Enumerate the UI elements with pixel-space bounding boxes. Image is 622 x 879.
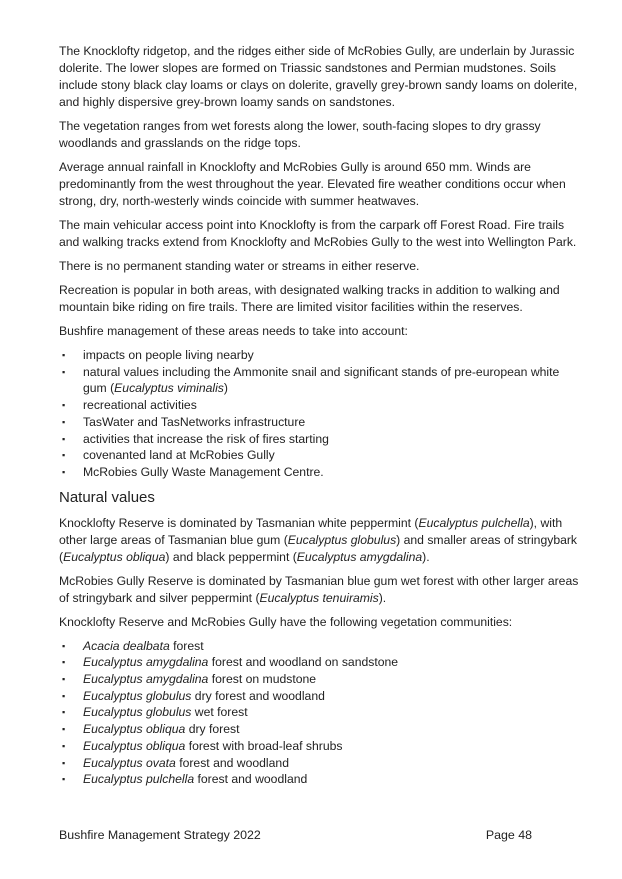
list-item: ▪ Eucalyptus amygdalina forest and woodland on sandstone	[62, 655, 399, 670]
list-item: ▪ Eucalyptus obliqua dry forest	[62, 722, 240, 737]
list-item: ▪ Acacia dealbata forest	[62, 638, 204, 653]
bullet-icon: ▪	[62, 774, 66, 785]
paragraph-water: There is no permanent standing water or streams in either reserve.	[59, 259, 420, 273]
document-body	[59, 43, 579, 796]
bullet-icon: ▪	[62, 640, 66, 651]
page-footer	[59, 828, 532, 842]
paragraph-geology: The Knocklofty ridgetop, and the ridges either side of McRobies Gully, are underlain by Jurassic dolerite. The lower slopes are formed on Triassic sandstones and Permian mudstones. Soils include stony black clay loams or clays on dolerite, gravelly grey-brown sandy loams on dolerite, and highly dispersive grey-brown loamy sands on sandstones.	[59, 44, 578, 109]
bullet-icon: ▪	[62, 740, 66, 751]
bullet-icon: ▪	[62, 366, 66, 377]
bullet-icon: ▪	[62, 657, 66, 668]
list-item: ▪ Eucalyptus pulchella forest and woodland	[62, 772, 308, 787]
bullet-icon: ▪	[62, 350, 66, 360]
list-item: ▪ impacts on people living nearby	[62, 348, 254, 362]
bullet-icon: ▪	[62, 433, 66, 444]
paragraph-recreation: Recreation is popular in both areas, with designated walking tracks in addition to walking and mountain bike riding on fire trails. There are limited visitor facilities within the reserves.	[59, 283, 560, 314]
footer-title: Bushfire Management Strategy 2022	[59, 828, 261, 842]
bullet-icon: ▪	[62, 416, 66, 427]
list-item: ▪ TasWater and TasNetworks infrastructure	[62, 414, 306, 429]
paragraph-communities-intro: Knocklofty Reserve and McRobies Gully have the following vegetation communities:	[59, 614, 513, 629]
bullet-icon: ▪	[62, 450, 66, 461]
considerations-list	[59, 347, 579, 481]
list-item: ▪ Eucalyptus globulus wet forest	[62, 705, 248, 720]
paragraph-rainfall: Average annual rainfall in Knocklofty and McRobies Gully is around 650 mm. Winds are predominantly from the west throughout the year. Elevated fire weather conditions occur when strong, dry, north-westerly winds coincide with summer heatwaves.	[59, 160, 566, 208]
paragraph-knocklofty-vegetation: Knocklofty Reserve is dominated by Tasmanian white peppermint (Eucalyptus pulchella), with other large areas of Tasmanian blue gum (Eucalyptus globulus) and smaller areas of stringybark (Eucalyptus obliqua) and black peppermint (Eucalyptus amygdalina).	[59, 515, 578, 564]
list-item: ▪ Eucalyptus globulus dry forest and woodland	[62, 688, 325, 703]
vegetation-communities-list	[59, 638, 579, 788]
paragraph-management-intro: Bushfire management of these areas needs to take into account:	[59, 324, 408, 338]
list-item: ▪ natural values including the Ammonite snail and significant stands of pre-european white gum (Eucalyptus viminalis)	[62, 364, 560, 396]
paragraph-access: The main vehicular access point into Knocklofty is from the carpark off Forest Road. Fire trails and walking tracks extend from Knocklofty and McRobies Gully to the west into Wellington Park.	[59, 218, 577, 249]
list-item: ▪ Eucalyptus ovata forest and woodland	[62, 755, 289, 770]
section-heading-natural-values: Natural values	[59, 488, 155, 506]
bullet-icon: ▪	[62, 757, 66, 768]
list-item: ▪ Eucalyptus amygdalina forest on mudstone	[62, 672, 317, 687]
paragraph-mcrobies-vegetation: McRobies Gully Reserve is dominated by Tasmanian blue gum wet forest with other larger areas of stringybark and silver peppermint (Eucalyptus tenuiramis).	[59, 573, 579, 605]
list-item: ▪ McRobies Gully Waste Management Centre.	[62, 464, 324, 479]
bullet-icon: ▪	[62, 690, 66, 701]
page-number: Page 48	[485, 828, 532, 842]
bullet-icon: ▪	[62, 724, 66, 735]
paragraph-vegetation-range: The vegetation ranges from wet forests along the lower, south-facing slopes to dry grassy woodlands and grasslands on the ridge tops.	[59, 119, 541, 150]
list-item: ▪ recreational activities	[62, 398, 197, 413]
list-item: ▪ Eucalyptus obliqua forest with broad-leaf shrubs	[62, 738, 343, 753]
list-item: ▪ activities that increase the risk of fires starting	[62, 431, 329, 446]
bullet-icon: ▪	[62, 674, 66, 685]
bullet-icon: ▪	[62, 466, 66, 477]
bullet-icon: ▪	[62, 400, 66, 411]
list-item: ▪ covenanted land at McRobies Gully	[62, 448, 275, 463]
bullet-icon: ▪	[62, 707, 66, 718]
